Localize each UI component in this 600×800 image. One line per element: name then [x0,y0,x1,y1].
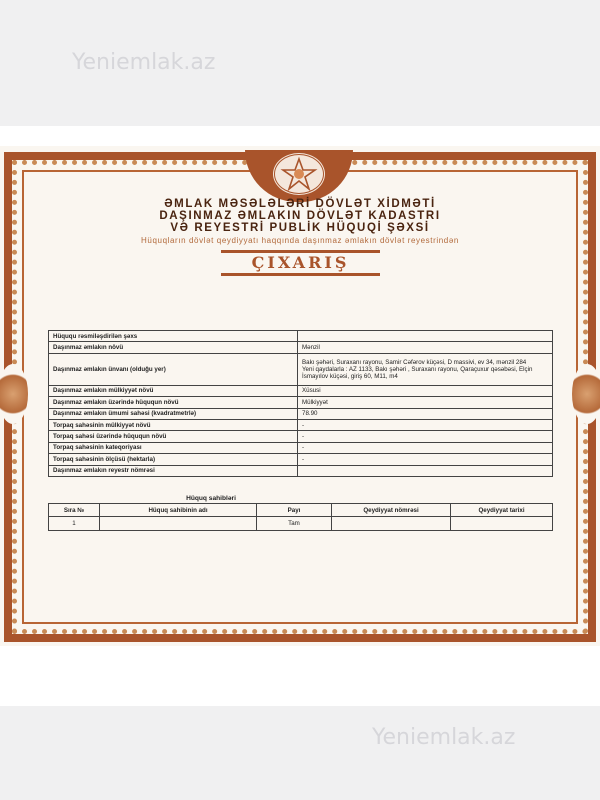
state-emblem-icon [272,152,326,196]
owner-reg-date [451,517,553,531]
info-row [49,408,553,419]
owner-reg-no [332,517,451,531]
info-value: - [298,442,553,453]
info-row [49,385,553,396]
owners-table [48,503,553,531]
col-header-no: Sıra № [49,504,100,517]
info-value: - [298,431,553,442]
info-value [298,331,553,342]
table-row [49,517,553,531]
image-top-margin [0,126,600,146]
info-row [49,454,553,465]
info-row [49,342,553,353]
watermark-bottom: Yeniemlak.az [372,725,516,750]
info-value: Mülkiyyət [298,397,553,408]
col-header-reg-date: Qeydiyyat tarixi [451,504,553,517]
info-label: Hüququ rəsmiləşdirilən şəxs [49,331,298,342]
owner-no: 1 [49,517,100,531]
col-header-reg-no: Qeydiyyat nömrəsi [332,504,451,517]
header-line-3: VƏ REYESTRİ PUBLİK HÜQUQİ ŞƏXSİ [170,222,430,234]
info-label: Torpaq sahəsinin kateqoriyası [49,442,298,453]
col-header-name: Hüquq sahibinin adı [100,504,257,517]
info-label: Daşınmaz əmlakın növü [49,342,298,353]
info-value [298,465,553,476]
info-value: Bakı şəhəri, Suraxanı rayonu, Samir Cəfərov küçəsi, D massivi, ev 34, mənzil 284 Yeni qaydalarla : AZ 1133, Bakı şəhəri , Suraxanı rayonu, Qaraçuxur qəsəbəsi, Elçin İsmayılov küçəsi, giriş 60, M11, m4 [298,353,553,385]
info-label: Daşınmaz əmlakın ümumi sahəsi (kvadratmetrlə) [49,408,298,419]
info-label: Torpaq sahəsi üzərində hüququn növü [49,431,298,442]
info-row [49,465,553,476]
header-line-1: ƏMLAK MƏSƏLƏLƏRİ DÖVLƏT XİDMƏTİ [164,198,436,210]
header-subtitle: Hüquqların dövlət qeydiyyatı haqqında daşınmaz əmlakın dövlət reyestrindən [141,236,459,245]
watermark-top: Yeniemlak.az [72,50,216,75]
owner-name [100,517,257,531]
extract-badge: ÇIXARIŞ [221,250,380,276]
property-info-table [48,330,553,477]
info-label: Daşınmaz əmlakın ünvanı (olduğu yer) [49,353,298,385]
right-ornament [572,364,600,424]
owners-title: Hüquq sahibləri [186,495,236,502]
info-label: Daşınmaz əmlakın reyestr nömrəsi [49,465,298,476]
header-line-2: DAŞINMAZ ƏMLAKIN DÖVLƏT KADASTRI [159,210,441,222]
info-label: Daşınmaz əmlakın mülkiyyət növü [49,385,298,396]
info-value: - [298,454,553,465]
info-row [49,397,553,408]
info-label: Daşınmaz əmlakın üzərində hüququn növü [49,397,298,408]
info-label: Torpaq sahəsinin ölçüsü (hektarla) [49,454,298,465]
info-value: Xüsusi [298,385,553,396]
extract-document [0,146,600,646]
image-bottom-margin [0,646,600,706]
info-label: Torpaq sahəsinin mülkiyyət növü [49,419,298,430]
info-value: Mənzil [298,342,553,353]
info-row [49,331,553,342]
owners-header-row [49,504,553,517]
info-row [49,442,553,453]
owner-share: Tam [257,517,332,531]
col-header-share: Payı [257,504,332,517]
info-row [49,419,553,430]
info-row [49,431,553,442]
info-value: - [298,419,553,430]
info-value: 78.90 [298,408,553,419]
info-row [49,353,553,385]
